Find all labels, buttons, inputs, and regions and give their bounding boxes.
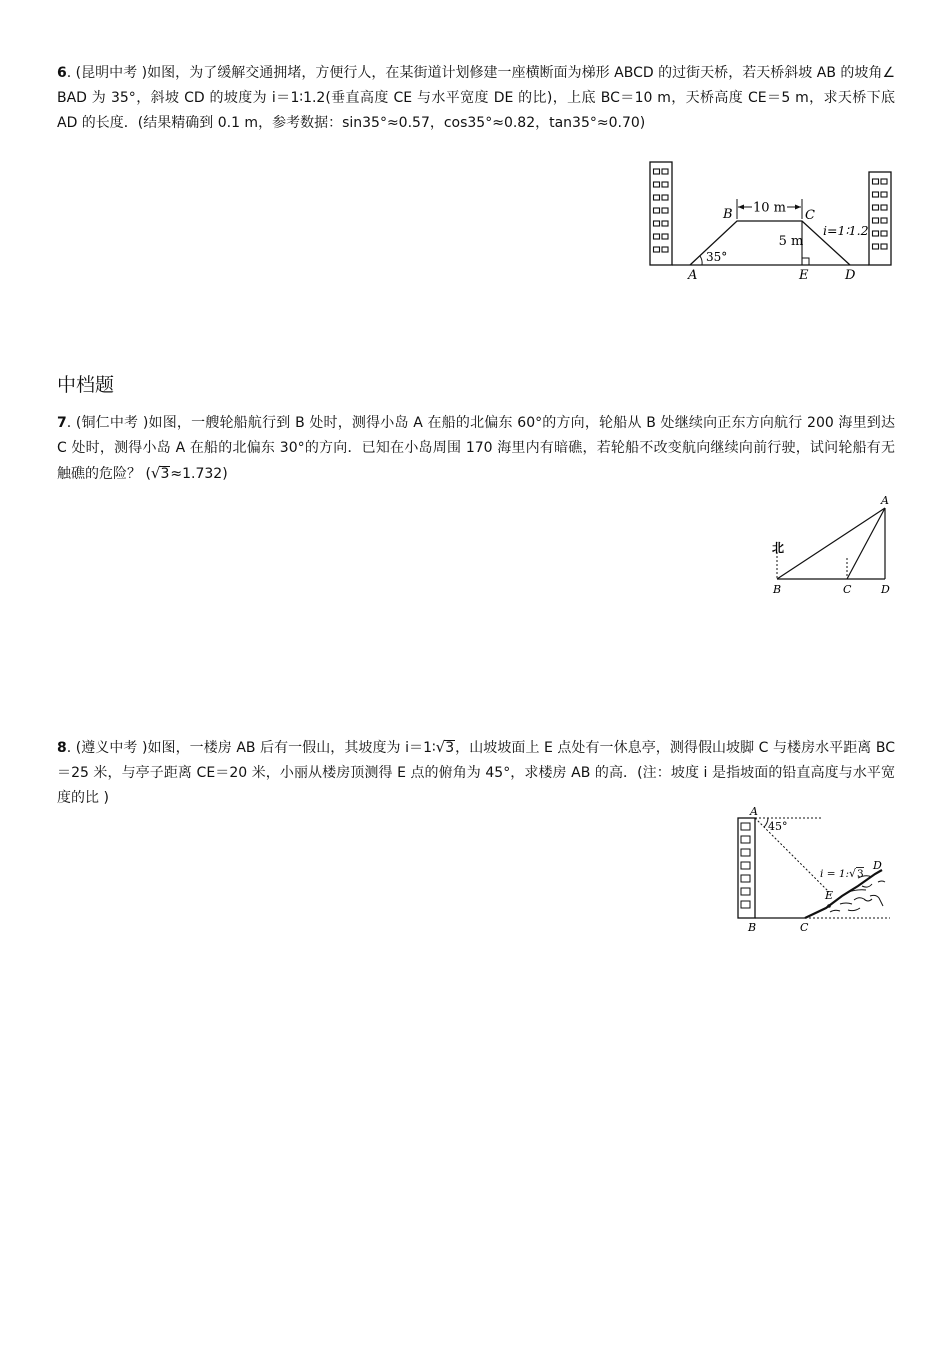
label-north: 北 [772,541,785,555]
line-ca [847,508,885,579]
problem-7-body: . (铜仁中考 )如图，一艘轮船航行到 B 处时，测得小岛 A 在船的北偏东 60°的方向，轮船从 B 处继续向正东方向航行 200 海里到达 C 处时，测得小岛 A 在船的北偏东 30°的方向．已知在小岛周围 170 海里内有暗礁，若轮船不改变航向继续向前行驶，试问轮船有无触礁的危险？ ( [57,415,895,482]
label-e: E [825,889,834,902]
label-e: E [799,268,809,283]
dim-arrow-right [795,205,801,210]
label-d: D [881,583,890,596]
label-slope: i=1∶1.2 [823,223,869,238]
problem-7-text [57,411,895,487]
label-top-length: 10 m [752,200,787,216]
label-angle: 35° [706,250,728,264]
problem-number: 8 [57,740,67,756]
right-angle-mark [802,258,809,265]
problem-6 [57,61,895,136]
label-a: A [688,268,698,283]
label-c: C [843,583,852,596]
label-height: 5 m [778,234,804,249]
problem-number: 7 [57,415,67,431]
label-c: C [805,208,815,223]
label-a: A [881,494,889,507]
label-angle: 45° [768,820,788,833]
problem-7-body-end: ≈1.732) [170,466,228,482]
label-b: B [748,921,757,934]
figure-ship-island [765,492,895,600]
right-building-windows [873,179,888,249]
label-c: C [800,921,809,934]
label-b: B [773,583,782,596]
problem-7 [57,411,895,487]
problem-8-text [57,735,895,811]
problem-number: 6 [57,65,67,81]
label-slope: i = 1: [820,868,850,880]
figure-overpass-trapezoid [648,158,894,283]
problem-8-body: . (遵义中考 )如图，一楼房 AB 后有一假山，其坡度为 i＝1∶ [66,740,436,756]
sqrt-sign: √ [435,738,446,756]
sqrt-radicand: 3 [160,466,170,482]
label-b: B [723,207,733,222]
sqrt-sign: √ [150,464,161,482]
left-building-windows [654,169,669,252]
line-ba [777,508,885,579]
problem-8-body-end: ，山坡坡面上 E 点处有一休息亭，测得假山坡脚 C 与楼房水平距离 BC＝25 米，与亭子距离 CE＝20 米，小丽从楼房顶测得 E 点的俯角为 45°，求楼房 AB 的高．(注：坡度 i 是指坡面的铅直高度与水平宽度的比 ) [57,740,895,806]
sqrt-radicand: 3 [445,740,455,756]
fig-sqrt-radicand: 3 [857,868,864,880]
fig-sqrt-sign: √ [849,867,857,880]
figure-building-hill [730,804,895,934]
label-a: A [750,805,758,818]
problem-6-text [57,61,895,136]
hill-texture [830,876,885,912]
problem-6-body: . (昆明中考 )如图，为了缓解交通拥堵，方便行人，在某街道计划修建一座横断面为梯形 ABCD 的过街天桥，若天桥斜坡 AB 的坡角∠ BAD 为 35°，斜坡 CD 的坡度为 i＝1∶1.2(垂直高度 CE 与水平宽度 DE 的比)，上底 BC＝10 m，天桥高度 CE＝5 m，求天桥下底 AD 的长度．(结果精确到 0.1 m，参考数据：sin35°≈0.57，cos35°≈0.82，tan35°≈0.70) [57,65,895,131]
dim-arrow-left [738,205,744,210]
sight-line-ae [755,818,829,892]
section-heading: 中档题 [57,374,115,396]
building-windows [741,823,750,908]
point-e [827,904,831,908]
problem-8 [57,735,895,811]
label-d: D [873,859,882,872]
angle-arc [700,256,702,265]
label-d: D [845,268,856,283]
